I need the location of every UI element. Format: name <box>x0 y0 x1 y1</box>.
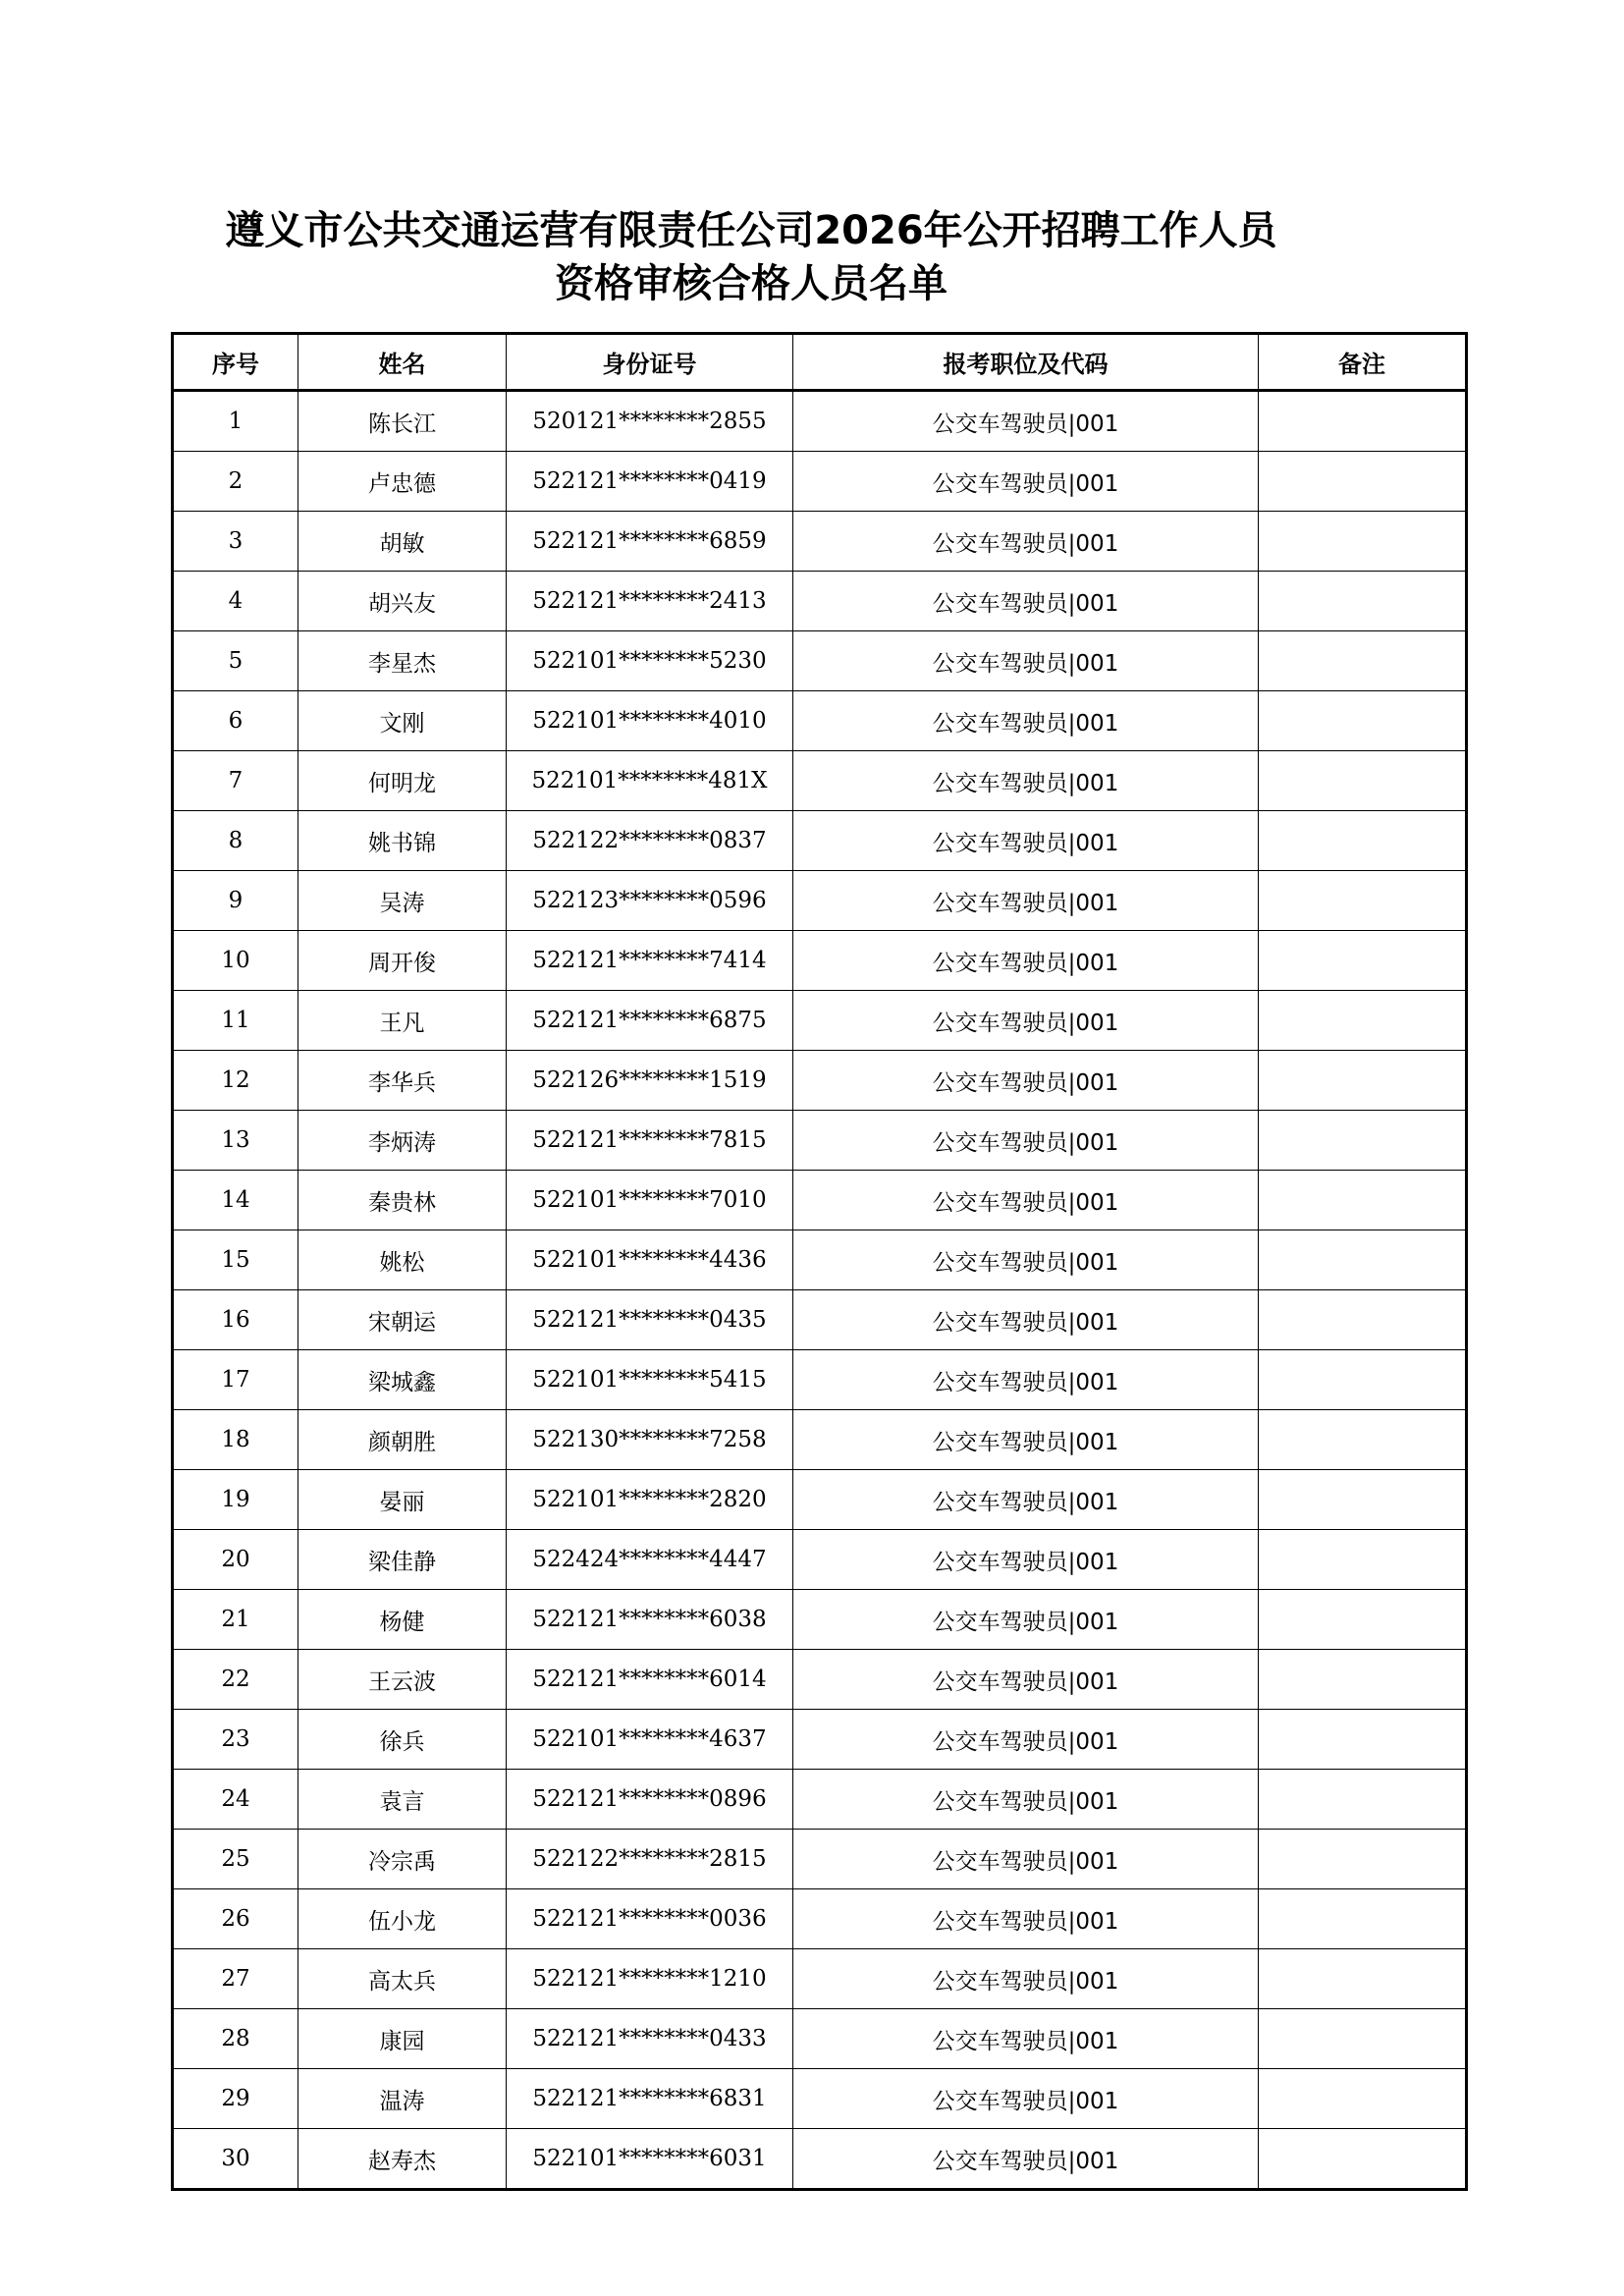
cell-id-number: 520121********2855 <box>507 391 793 452</box>
cell-position-code: 公交车驾驶员|001 <box>793 751 1259 811</box>
cell-position-code: 公交车驾驶员|001 <box>793 691 1259 751</box>
cell-name: 吴涛 <box>298 871 507 931</box>
cell-serial-number: 15 <box>173 1230 298 1290</box>
cell-name: 伍小龙 <box>298 1889 507 1949</box>
table-row <box>173 2069 1467 2129</box>
cell-id-number: 522121********6859 <box>507 512 793 572</box>
cell-name: 李华兵 <box>298 1051 507 1111</box>
cell-name: 杨健 <box>298 1590 507 1650</box>
table-row <box>173 2009 1467 2069</box>
cell-remarks <box>1259 1770 1467 1830</box>
table-row <box>173 751 1467 811</box>
cell-serial-number: 22 <box>173 1650 298 1710</box>
cell-name: 陈长江 <box>298 391 507 452</box>
cell-name: 颜朝胜 <box>298 1410 507 1470</box>
table-row <box>173 1111 1467 1171</box>
cell-position-code: 公交车驾驶员|001 <box>793 1590 1259 1650</box>
header-name: 姓名 <box>298 334 507 391</box>
table-row <box>173 1530 1467 1590</box>
cell-position-code: 公交车驾驶员|001 <box>793 811 1259 871</box>
cell-serial-number: 14 <box>173 1171 298 1230</box>
table-row <box>173 931 1467 991</box>
table-row <box>173 1051 1467 1111</box>
cell-position-code: 公交车驾驶员|001 <box>793 2009 1259 2069</box>
table-row <box>173 1650 1467 1710</box>
cell-serial-number: 9 <box>173 871 298 931</box>
cell-serial-number: 10 <box>173 931 298 991</box>
cell-position-code: 公交车驾驶员|001 <box>793 1949 1259 2009</box>
cell-remarks <box>1259 631 1467 691</box>
cell-position-code: 公交车驾驶员|001 <box>793 631 1259 691</box>
cell-name: 晏丽 <box>298 1470 507 1530</box>
cell-name: 文刚 <box>298 691 507 751</box>
cell-position-code: 公交车驾驶员|001 <box>793 452 1259 512</box>
cell-serial-number: 18 <box>173 1410 298 1470</box>
cell-position-code: 公交车驾驶员|001 <box>793 931 1259 991</box>
cell-serial-number: 13 <box>173 1111 298 1171</box>
cell-id-number: 522424********4447 <box>507 1530 793 1590</box>
cell-remarks <box>1259 1949 1467 2009</box>
cell-position-code: 公交车驾驶员|001 <box>793 991 1259 1051</box>
cell-remarks <box>1259 1590 1467 1650</box>
cell-id-number: 522101********4010 <box>507 691 793 751</box>
table-row <box>173 991 1467 1051</box>
cell-remarks <box>1259 1410 1467 1470</box>
cell-position-code: 公交车驾驶员|001 <box>793 512 1259 572</box>
cell-position-code: 公交车驾驶员|001 <box>793 1889 1259 1949</box>
header-id-number: 身份证号 <box>507 334 793 391</box>
cell-remarks <box>1259 452 1467 512</box>
cell-serial-number: 12 <box>173 1051 298 1111</box>
cell-serial-number: 25 <box>173 1830 298 1889</box>
table-row <box>173 1949 1467 2009</box>
cell-name: 姚书锦 <box>298 811 507 871</box>
cell-serial-number: 1 <box>173 391 298 452</box>
cell-serial-number: 28 <box>173 2009 298 2069</box>
cell-id-number: 522123********0596 <box>507 871 793 931</box>
cell-serial-number: 3 <box>173 512 298 572</box>
cell-id-number: 522121********0433 <box>507 2009 793 2069</box>
cell-name: 姚松 <box>298 1230 507 1290</box>
cell-serial-number: 21 <box>173 1590 298 1650</box>
table-row <box>173 1470 1467 1530</box>
cell-position-code: 公交车驾驶员|001 <box>793 1650 1259 1710</box>
cell-serial-number: 8 <box>173 811 298 871</box>
table-row <box>173 1830 1467 1889</box>
cell-id-number: 522121********1210 <box>507 1949 793 2009</box>
cell-name: 梁城鑫 <box>298 1350 507 1410</box>
cell-position-code: 公交车驾驶员|001 <box>793 1171 1259 1230</box>
table-row <box>173 691 1467 751</box>
cell-name: 徐兵 <box>298 1710 507 1770</box>
table-row <box>173 1171 1467 1230</box>
cell-remarks <box>1259 1650 1467 1710</box>
cell-id-number: 522121********7414 <box>507 931 793 991</box>
cell-serial-number: 23 <box>173 1710 298 1770</box>
table-row <box>173 1290 1467 1350</box>
cell-name: 卢忠德 <box>298 452 507 512</box>
cell-remarks <box>1259 1710 1467 1770</box>
cell-position-code: 公交车驾驶员|001 <box>793 1230 1259 1290</box>
cell-remarks <box>1259 1530 1467 1590</box>
cell-remarks <box>1259 991 1467 1051</box>
cell-remarks <box>1259 1171 1467 1230</box>
cell-serial-number: 29 <box>173 2069 298 2129</box>
cell-remarks <box>1259 391 1467 452</box>
cell-remarks <box>1259 811 1467 871</box>
cell-serial-number: 24 <box>173 1770 298 1830</box>
cell-id-number: 522121********0435 <box>507 1290 793 1350</box>
cell-serial-number: 5 <box>173 631 298 691</box>
header-remarks: 备注 <box>1259 334 1467 391</box>
cell-position-code: 公交车驾驶员|001 <box>793 1710 1259 1770</box>
cell-name: 高太兵 <box>298 1949 507 2009</box>
cell-position-code: 公交车驾驶员|001 <box>793 391 1259 452</box>
table-row <box>173 631 1467 691</box>
cell-remarks <box>1259 2129 1467 2190</box>
cell-name: 何明龙 <box>298 751 507 811</box>
cell-name: 秦贵林 <box>298 1171 507 1230</box>
cell-serial-number: 16 <box>173 1290 298 1350</box>
cell-position-code: 公交车驾驶员|001 <box>793 1051 1259 1111</box>
cell-id-number: 522121********6875 <box>507 991 793 1051</box>
table-row <box>173 1889 1467 1949</box>
cell-id-number: 522130********7258 <box>507 1410 793 1470</box>
cell-remarks <box>1259 2009 1467 2069</box>
cell-remarks <box>1259 2069 1467 2129</box>
cell-remarks <box>1259 751 1467 811</box>
cell-id-number: 522121********0896 <box>507 1770 793 1830</box>
table-row <box>173 2129 1467 2190</box>
cell-serial-number: 7 <box>173 751 298 811</box>
cell-name: 李星杰 <box>298 631 507 691</box>
cell-remarks <box>1259 512 1467 572</box>
cell-position-code: 公交车驾驶员|001 <box>793 1470 1259 1530</box>
cell-position-code: 公交车驾驶员|001 <box>793 1530 1259 1590</box>
cell-remarks <box>1259 1889 1467 1949</box>
table-header-row <box>173 334 1467 391</box>
cell-remarks <box>1259 572 1467 631</box>
table-row <box>173 1410 1467 1470</box>
cell-remarks <box>1259 1830 1467 1889</box>
cell-name: 冷宗禹 <box>298 1830 507 1889</box>
cell-serial-number: 27 <box>173 1949 298 2009</box>
cell-remarks <box>1259 1290 1467 1350</box>
cell-id-number: 522122********0837 <box>507 811 793 871</box>
cell-id-number: 522101********6031 <box>507 2129 793 2190</box>
cell-id-number: 522121********0419 <box>507 452 793 512</box>
cell-remarks <box>1259 931 1467 991</box>
cell-name: 温涛 <box>298 2069 507 2129</box>
cell-remarks <box>1259 1230 1467 1290</box>
table-body <box>173 391 1467 2190</box>
cell-serial-number: 30 <box>173 2129 298 2190</box>
qualified-candidates-table <box>171 332 1468 2191</box>
table-row <box>173 871 1467 931</box>
cell-id-number: 522101********5415 <box>507 1350 793 1410</box>
table-row <box>173 811 1467 871</box>
table-row <box>173 512 1467 572</box>
cell-serial-number: 4 <box>173 572 298 631</box>
cell-id-number: 522121********0036 <box>507 1889 793 1949</box>
cell-remarks <box>1259 691 1467 751</box>
cell-serial-number: 19 <box>173 1470 298 1530</box>
table-row <box>173 572 1467 631</box>
cell-serial-number: 6 <box>173 691 298 751</box>
cell-remarks <box>1259 1111 1467 1171</box>
cell-serial-number: 20 <box>173 1530 298 1590</box>
cell-name: 梁佳静 <box>298 1530 507 1590</box>
cell-position-code: 公交车驾驶员|001 <box>793 572 1259 631</box>
cell-position-code: 公交车驾驶员|001 <box>793 1290 1259 1350</box>
cell-name: 王凡 <box>298 991 507 1051</box>
cell-id-number: 522121********6038 <box>507 1590 793 1650</box>
cell-name: 康园 <box>298 2009 507 2069</box>
cell-position-code: 公交车驾驶员|001 <box>793 1350 1259 1410</box>
cell-position-code: 公交车驾驶员|001 <box>793 2069 1259 2129</box>
cell-name: 李炳涛 <box>298 1111 507 1171</box>
cell-id-number: 522122********2815 <box>507 1830 793 1889</box>
cell-remarks <box>1259 871 1467 931</box>
document-title <box>0 204 1502 310</box>
cell-name: 胡兴友 <box>298 572 507 631</box>
cell-position-code: 公交车驾驶员|001 <box>793 2129 1259 2190</box>
cell-serial-number: 26 <box>173 1889 298 1949</box>
cell-position-code: 公交车驾驶员|001 <box>793 871 1259 931</box>
title-line-1: 遵义市公共交通运营有限责任公司2026年公开招聘工作人员 <box>225 208 1277 253</box>
cell-name: 宋朝运 <box>298 1290 507 1350</box>
cell-position-code: 公交车驾驶员|001 <box>793 1111 1259 1171</box>
cell-name: 赵寿杰 <box>298 2129 507 2190</box>
cell-id-number: 522101********4436 <box>507 1230 793 1290</box>
cell-id-number: 522101********481X <box>507 751 793 811</box>
table-row <box>173 452 1467 512</box>
table-row <box>173 1230 1467 1290</box>
cell-id-number: 522121********7815 <box>507 1111 793 1171</box>
cell-id-number: 522121********2413 <box>507 572 793 631</box>
header-serial-number: 序号 <box>173 334 298 391</box>
table-row <box>173 1350 1467 1410</box>
title-line-2: 资格审核合格人员名单 <box>555 261 947 306</box>
cell-name: 王云波 <box>298 1650 507 1710</box>
cell-id-number: 522101********4637 <box>507 1710 793 1770</box>
cell-serial-number: 17 <box>173 1350 298 1410</box>
cell-id-number: 522121********6831 <box>507 2069 793 2129</box>
cell-name: 胡敏 <box>298 512 507 572</box>
cell-id-number: 522121********6014 <box>507 1650 793 1710</box>
table-row <box>173 1710 1467 1770</box>
table-row <box>173 1590 1467 1650</box>
cell-serial-number: 2 <box>173 452 298 512</box>
cell-remarks <box>1259 1051 1467 1111</box>
cell-id-number: 522101********7010 <box>507 1171 793 1230</box>
table-row <box>173 391 1467 452</box>
cell-position-code: 公交车驾驶员|001 <box>793 1830 1259 1889</box>
header-position-code: 报考职位及代码 <box>793 334 1259 391</box>
cell-position-code: 公交车驾驶员|001 <box>793 1410 1259 1470</box>
cell-id-number: 522126********1519 <box>507 1051 793 1111</box>
cell-remarks <box>1259 1350 1467 1410</box>
cell-name: 周开俊 <box>298 931 507 991</box>
cell-position-code: 公交车驾驶员|001 <box>793 1770 1259 1830</box>
cell-serial-number: 11 <box>173 991 298 1051</box>
cell-id-number: 522101********5230 <box>507 631 793 691</box>
cell-name: 袁言 <box>298 1770 507 1830</box>
table-row <box>173 1770 1467 1830</box>
cell-id-number: 522101********2820 <box>507 1470 793 1530</box>
cell-remarks <box>1259 1470 1467 1530</box>
